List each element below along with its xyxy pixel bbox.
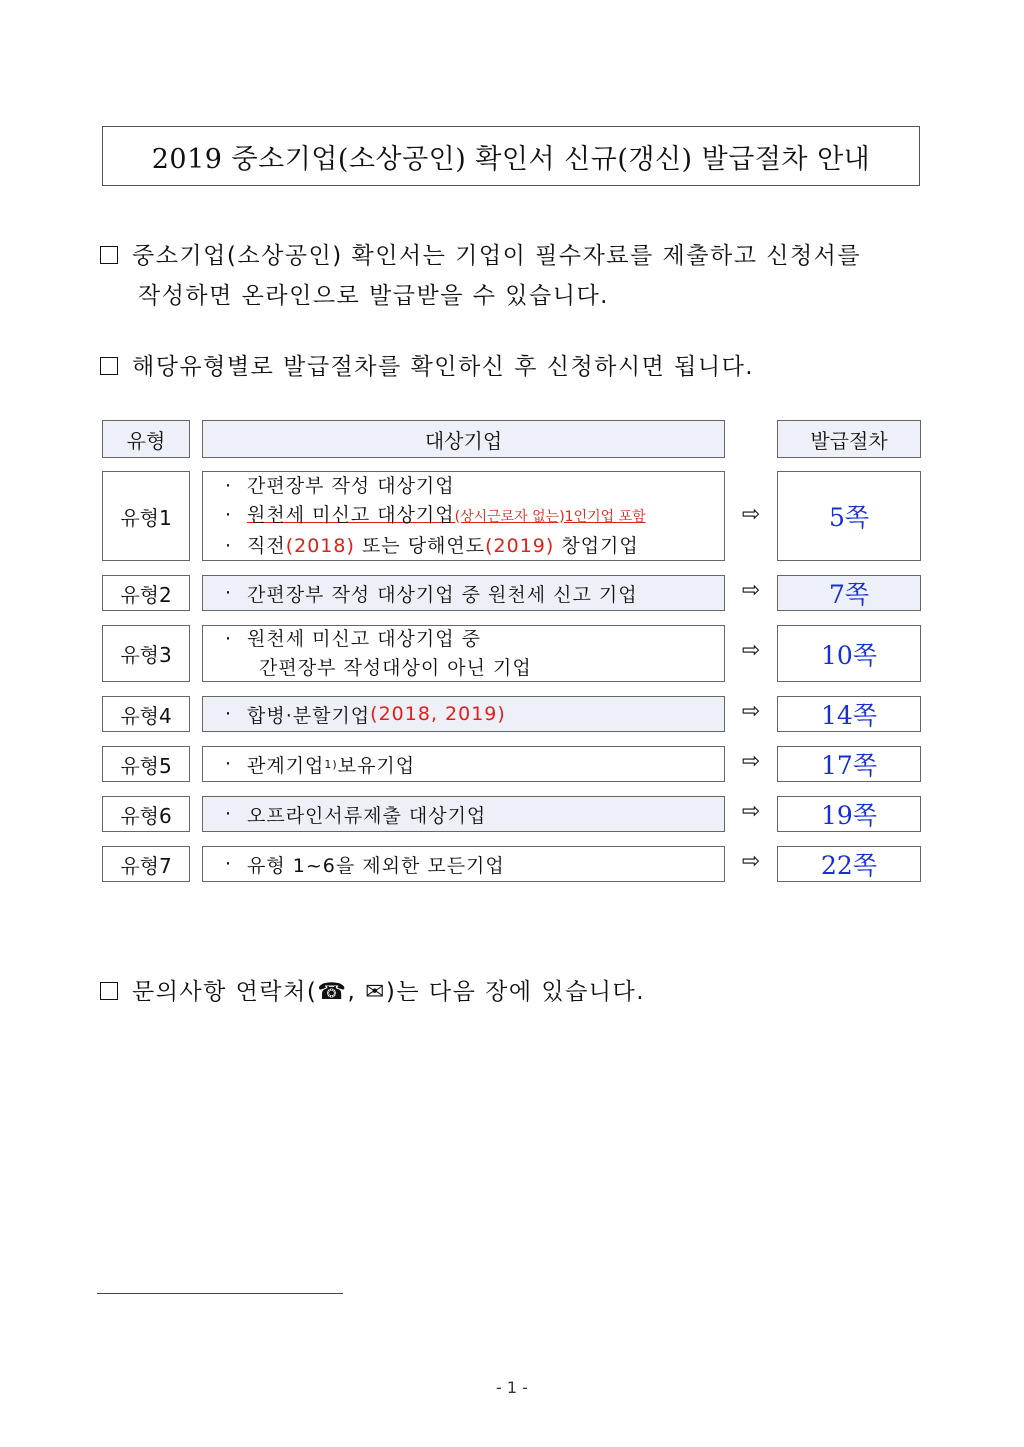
target-4-line-1: 합병·분할기업 (247, 704, 371, 727)
target-7-line-1: 유형 1~6을 제외한 모든기업 (247, 854, 505, 877)
intro-paragraph (100, 236, 861, 316)
target-cell-2: · 간편장부 작성 대상기업 중 원천세 신고 기업 (202, 575, 725, 611)
header-procedure: 발급절차 (777, 420, 921, 458)
target-3-line-1: 원천세 미신고 대상기업 중 (247, 627, 482, 650)
target-6-line-1: 오프라인서류제출 대상기업 (247, 804, 487, 827)
arrow-icon: ⇨ (741, 638, 761, 663)
header-type: 유형 (102, 420, 190, 458)
page-ref-3[interactable]: 10쪽 (777, 625, 921, 682)
page-ref-4[interactable]: 14쪽 (777, 696, 921, 732)
page-ref-1[interactable]: 5쪽 (777, 471, 921, 561)
target-3-line-2: 간편장부 작성대상이 아닌 기업 (259, 656, 532, 679)
target-cell-6: · 오프라인서류제출 대상기업 (202, 796, 725, 832)
target-1-line-3c: 또는 당해연도 (354, 534, 486, 557)
target-5-line-1: 관계기업 (247, 754, 325, 777)
target-1-line-3a: 직전 (247, 534, 286, 557)
target-cell-1: · 간편장부 작성 대상기업 · 원천세 미신고 대상기업(상시근로자 없는)1인기업 포함 · 직전(2018) 또는 당해연도(2019) 창업기업 (202, 471, 725, 561)
page-ref-2[interactable]: 7쪽 (777, 575, 921, 611)
target-cell-5: · 관계기업 1) 보유기업 (202, 746, 725, 782)
target-5-line-1-rest: 보유기업 (337, 754, 416, 777)
target-1-line-1: 간편장부 작성 대상기업 (247, 474, 455, 497)
target-cell-4: · 합병·분할기업 (2018, 2019) (202, 696, 725, 732)
checkbox-bullet (100, 357, 118, 375)
contact-paragraph (100, 972, 645, 1012)
target-1-year-curr: (2019) (485, 534, 555, 557)
checkbox-bullet (100, 246, 118, 264)
checkbox-bullet (100, 982, 118, 1000)
type-cell-2: 유형2 (102, 575, 190, 611)
target-cell-7: · 유형 1~6을 제외한 모든기업 (202, 846, 725, 882)
target-2-line-1: 간편장부 작성 대상기업 중 원천세 신고 기업 (247, 583, 638, 606)
intro-line-1: 중소기업(소상공인) 확인서는 기업이 필수자료를 제출하고 신청서를 (132, 243, 862, 269)
arrow-icon: ⇨ (741, 799, 761, 824)
intro-line-2: 작성하면 온라인으로 발급받을 수 있습니다. (138, 283, 609, 309)
type-cell-7: 유형7 (102, 846, 190, 882)
type-cell-4: 유형4 (102, 696, 190, 732)
contact-text: 문의사항 연락처(☎, ✉)는 다음 장에 있습니다. (132, 979, 646, 1005)
arrow-icon: ⇨ (741, 749, 761, 774)
target-1-line-2: 원천세 미신고 대상기업 (247, 503, 455, 526)
arrow-icon: ⇨ (741, 578, 761, 603)
page-ref-7[interactable]: 22쪽 (777, 846, 921, 882)
target-cell-3: · 원천세 미신고 대상기업 중 간편장부 작성대상이 아닌 기업 (202, 625, 725, 682)
target-1-year-prev: (2018) (285, 534, 355, 557)
target-1-line-3e: 창업기업 (554, 534, 639, 557)
type-cell-5: 유형5 (102, 746, 190, 782)
arrow-icon: ⇨ (741, 849, 761, 874)
target-1-note: (상시근로자 없는)1인기업 포함 (454, 508, 646, 525)
page-title: 2019 중소기업(소상공인) 확인서 신규(갱신) 발급절차 안내 (102, 126, 920, 186)
type-cell-1: 유형1 (102, 471, 190, 561)
footnote-divider (97, 1293, 343, 1294)
header-target: 대상기업 (202, 420, 725, 458)
footnote-ref: 1) (324, 757, 338, 771)
instruction-paragraph (100, 347, 754, 387)
page-ref-5[interactable]: 17쪽 (777, 746, 921, 782)
arrow-icon: ⇨ (741, 502, 761, 527)
target-4-years: (2018, 2019) (370, 703, 506, 725)
type-cell-3: 유형3 (102, 625, 190, 682)
page-number: - 1 - (496, 1378, 528, 1397)
type-cell-6: 유형6 (102, 796, 190, 832)
arrow-icon: ⇨ (741, 699, 761, 724)
page-ref-6[interactable]: 19쪽 (777, 796, 921, 832)
instruction-text: 해당유형별로 발급절차를 확인하신 후 신청하시면 됩니다. (132, 354, 755, 380)
